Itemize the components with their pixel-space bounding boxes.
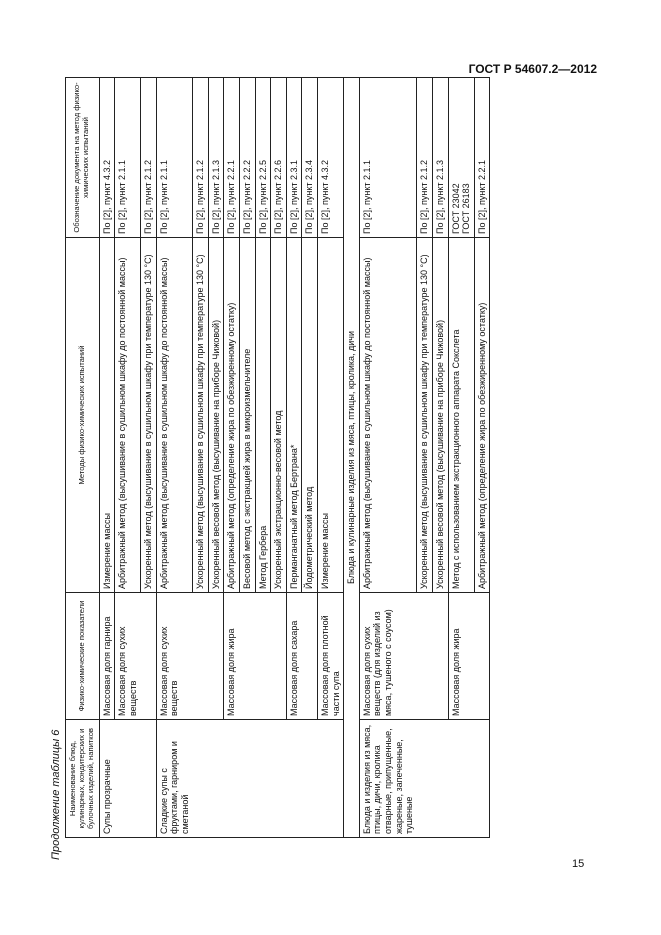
table-row [271, 78, 287, 838]
table-row [115, 78, 141, 838]
cell-indicator: Массовая доля жира [448, 593, 474, 720]
cell-method: Метод Гербера [255, 238, 271, 593]
cell-dish: Супы прозрачные [99, 720, 115, 838]
cell-document: По [2], пункт 2.2.5 [255, 78, 271, 238]
cell-dish [255, 720, 271, 838]
cell-indicator: Массовая доля жира [224, 593, 240, 720]
cell-method: Арбитражный метод (высушивание в сушильном шкафу до постоянной массы) [359, 238, 417, 593]
cell-indicator [239, 593, 255, 720]
table-row [474, 78, 490, 838]
cell-dish [224, 720, 240, 838]
table-row [193, 78, 209, 838]
cell-method: Ускоренный весовой метод (высушивание на приборе Чижовой) [432, 238, 448, 593]
table-row [99, 78, 115, 838]
cell-document: По [2], пункт 4.3.2 [318, 78, 344, 238]
table-continuation-caption: Продолжение таблицы 6 [50, 729, 62, 860]
cell-method: Ускоренный экстракционно-весовой метод [271, 238, 287, 593]
rotated-table-container [65, 82, 490, 838]
table-row [156, 78, 192, 838]
cell-document: По [2], пункт 2.1.1 [359, 78, 417, 238]
header-dish-name: Наименование блюд, кулинарных, кондитерских и булочных изделий, напитков [66, 720, 100, 838]
cell-dish [318, 720, 344, 838]
cell-indicator [255, 593, 271, 720]
cell-dish [286, 720, 302, 838]
cell-method: Ускоренный метод (высушивание в сушильном шкафу при температуре 130 °С) [193, 238, 209, 593]
cell-dish [141, 720, 157, 838]
cell-method: Йодометрический метод [302, 238, 318, 593]
cell-dish [239, 720, 255, 838]
cell-document: По [2], пункт 2.1.2 [193, 78, 209, 238]
cell-document: По [2], пункт 2.1.2 [141, 78, 157, 238]
section-title: Блюда и кулинарные изделия из мяса, птицы, кролика, дичи [344, 78, 360, 838]
cell-document: По [2], пункт 2.1.3 [208, 78, 224, 238]
cell-dish [208, 720, 224, 838]
standard-number: ГОСТ Р 54607.2—2012 [468, 62, 597, 76]
cell-indicator: Массовая доля сухих веществ (для изделий из мяса, тушеного с соусом) [359, 593, 417, 720]
cell-method: Метод с использованием экстракционного аппарата Сокслета [448, 238, 474, 593]
cell-document: ГОСТ 23042 ГОСТ 26183 [448, 78, 474, 238]
cell-document: По [2], пункт 2.1.1 [156, 78, 192, 238]
cell-indicator: Массовая доля сухих веществ [115, 593, 141, 720]
cell-indicator: Массовая доля плотной части супа [318, 593, 344, 720]
cell-indicator [417, 593, 433, 720]
cell-dish: Сладкие супы с фруктами, гарниром и сметаной [156, 720, 192, 838]
section-row [344, 78, 360, 838]
cell-document: По [2], пункт 2.1.2 [417, 78, 433, 238]
cell-dish [271, 720, 287, 838]
cell-method: Арбитражный метод (высушивание в сушильном шкафу до постоянной массы) [115, 238, 141, 593]
cell-method: Перманганатный метод Бертрана* [286, 238, 302, 593]
cell-indicator: Массовая доля сахара [286, 593, 302, 720]
cell-document: По [2], пункт 2.2.2 [239, 78, 255, 238]
table-row [448, 78, 474, 838]
cell-indicator [302, 593, 318, 720]
table-row [286, 78, 302, 838]
cell-indicator [271, 593, 287, 720]
cell-indicator: Массовая доля гарнира [99, 593, 115, 720]
table-row [318, 78, 344, 838]
cell-document: По [2], пункт 2.1.1 [115, 78, 141, 238]
cell-indicator [141, 593, 157, 720]
cell-document: По [2], пункт 4.3.2 [99, 78, 115, 238]
header-method: Методы физико-химических испытаний [66, 238, 100, 593]
cell-indicator: Массовая доля сухих веществ [156, 593, 192, 720]
page-number: 15 [572, 858, 585, 870]
cell-document: По [2], пункт 2.2.1 [474, 78, 490, 238]
cell-dish [417, 720, 433, 838]
cell-document: По [2], пункт 2.3.4 [302, 78, 318, 238]
cell-dish [432, 720, 448, 838]
cell-dish [115, 720, 141, 838]
cell-method: Весовой метод с экстракцией жира в микроизмельчителе [239, 238, 255, 593]
table-row [255, 78, 271, 838]
cell-dish [193, 720, 209, 838]
cell-method: Измерение массы [318, 238, 344, 593]
table-row [417, 78, 433, 838]
cell-method: Ускоренный метод (высушивание в сушильном шкафу при температуре 130 °С) [141, 238, 157, 593]
cell-indicator [208, 593, 224, 720]
cell-indicator [474, 593, 490, 720]
cell-document: По [2], пункт 2.3.1 [286, 78, 302, 238]
header-indicator: Физико-химические показатели [66, 593, 100, 720]
cell-method: Измерение массы [99, 238, 115, 593]
cell-method: Арбитражный метод (определение жира по обезжиренному остатку) [224, 238, 240, 593]
cell-document: По [2], пункт 2.1.3 [432, 78, 448, 238]
header-document: Обозначение документа на метод физико-химических испытаний [66, 78, 100, 238]
cell-indicator [193, 593, 209, 720]
table-row [239, 78, 255, 838]
cell-dish [474, 720, 490, 838]
cell-method: Ускоренный весовой метод (высушивание на приборе Чижовой) [208, 238, 224, 593]
cell-method: Ускоренный метод (высушивание в сушильном шкафу при температуре 130 °С) [417, 238, 433, 593]
cell-method: Арбитражный метод (высушивание в сушильном шкафу до постоянной массы) [156, 238, 192, 593]
cell-document: По [2], пункт 2.2.6 [271, 78, 287, 238]
cell-dish [302, 720, 318, 838]
cell-dish [448, 720, 474, 838]
cell-document: По [2], пункт 2.2.1 [224, 78, 240, 238]
table-header-row [66, 78, 100, 838]
physico-chemical-methods-table [65, 77, 490, 838]
table-row [208, 78, 224, 838]
cell-method: Арбитражный метод (определение жира по обезжиренному остатку) [474, 238, 490, 593]
table-row [141, 78, 157, 838]
table-row [224, 78, 240, 838]
cell-dish: Блюда и изделия из мяса, птицы, дичи, кролика отварные, припущенные, жареные, запеченные, тушеные [359, 720, 417, 838]
table-row [432, 78, 448, 838]
cell-indicator [432, 593, 448, 720]
table-row [359, 78, 417, 838]
table-row [302, 78, 318, 838]
